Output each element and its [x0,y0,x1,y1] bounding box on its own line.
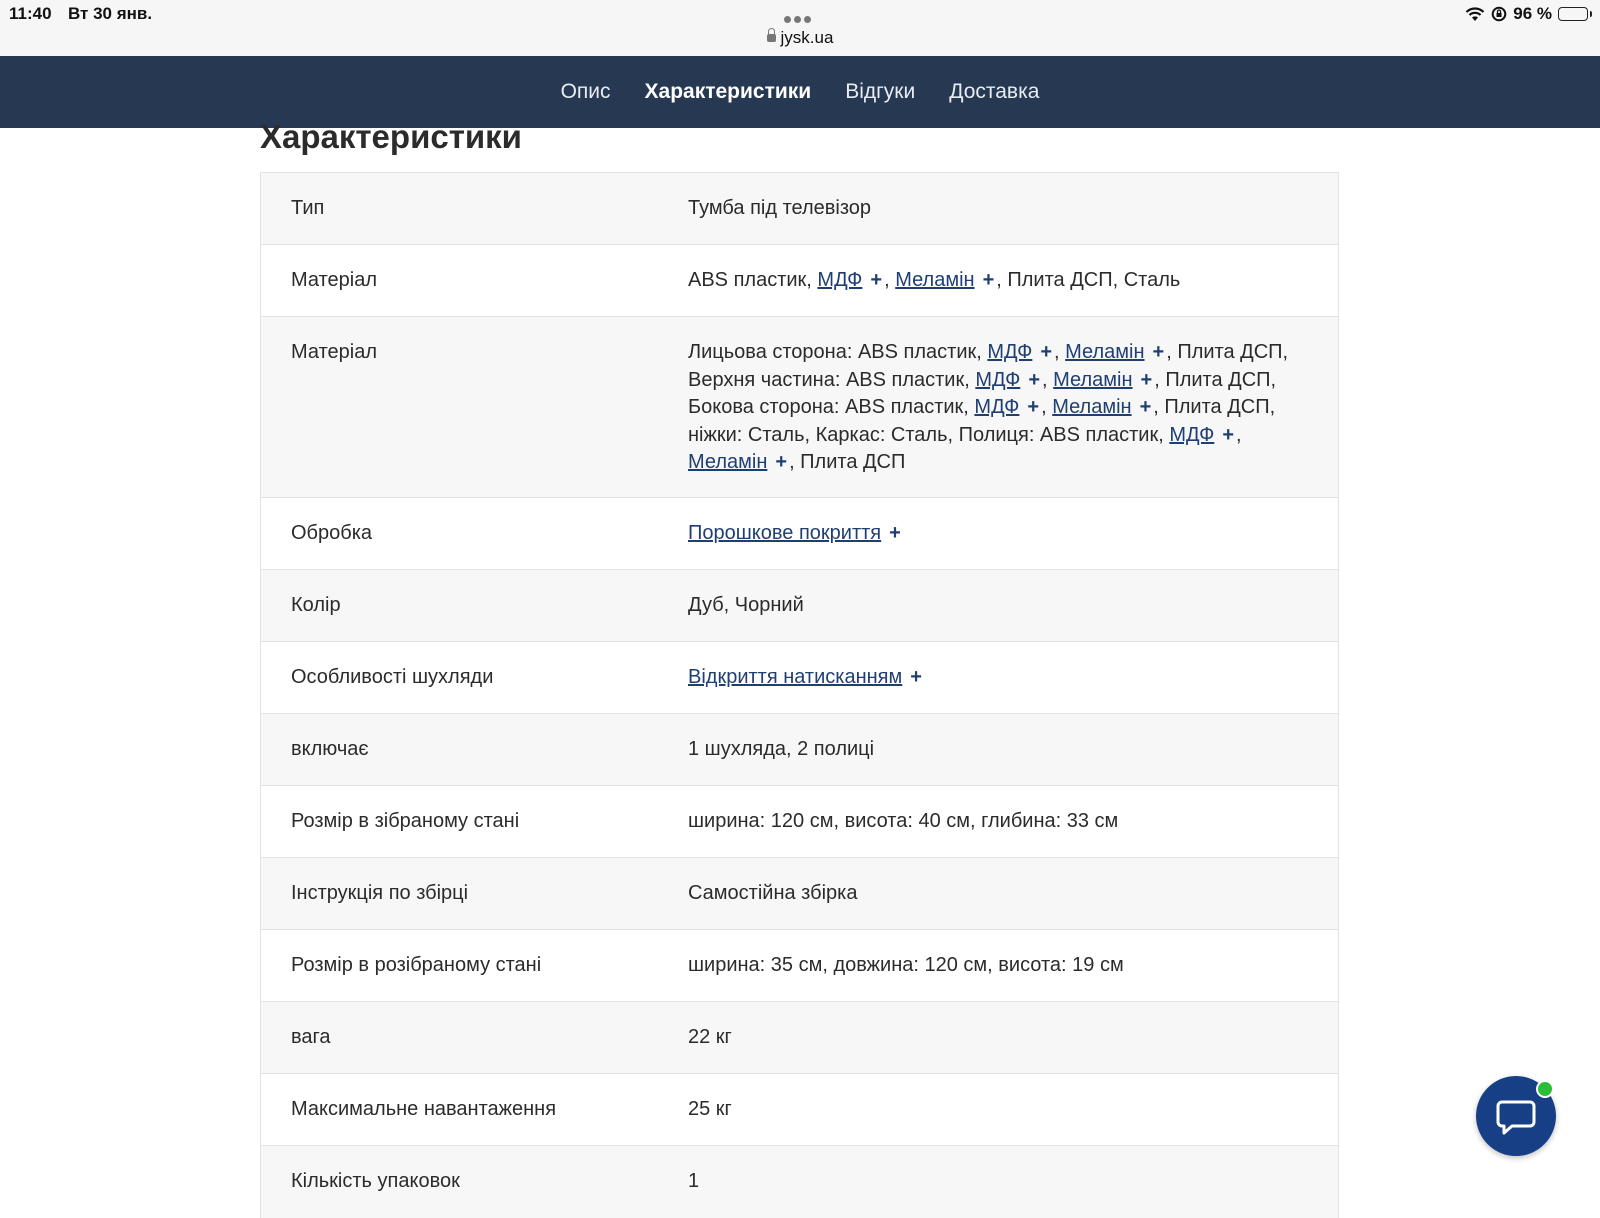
nav-tab-0[interactable]: Опис [560,80,611,103]
spec-link[interactable]: МДФ [975,368,1021,391]
spec-value [658,245,1339,317]
spec-key: Розмір в розібраному стані [291,954,542,976]
plus-icon[interactable]: + [1040,341,1053,363]
spec-row [261,930,1339,1002]
spec-value [658,317,1339,498]
nav-tab-2[interactable]: Відгуки [845,80,916,103]
spec-text: 22 кг [688,1026,732,1048]
chat-bubble-icon [1496,1098,1536,1136]
plus-icon[interactable]: + [775,451,788,473]
plus-icon[interactable]: + [1140,368,1153,391]
spec-text: Тумба під телевізор [688,197,872,219]
spec-text: , [1042,368,1054,391]
spec-text: ширина: 120 см, висота: 40 см, глибина: 33 см [688,810,1119,832]
spec-row [261,1074,1339,1146]
spec-text: , Плита ДСП, Сталь [996,269,1181,291]
spec-link[interactable]: Меламін [895,269,975,291]
rotation-lock-icon [1491,6,1507,22]
lock-icon [767,34,776,42]
spec-value [658,570,1339,642]
spec-value [658,930,1339,1002]
spec-link[interactable]: МДФ [817,269,863,291]
plus-icon[interactable]: + [1152,341,1165,363]
spec-link[interactable]: Меламін [688,451,768,473]
spec-row [261,245,1339,317]
plus-icon[interactable]: + [870,269,883,291]
spec-text: 1 [688,1170,700,1192]
spec-text: , [1041,396,1053,418]
spec-link[interactable]: Меламін [1053,368,1133,391]
address-url: jysk.ua [780,28,834,47]
spec-text: , Плита ДСП [789,451,906,473]
online-status-dot [1536,1080,1554,1098]
spec-key: Тип [291,197,325,219]
spec-value [658,786,1339,858]
spec-row [261,498,1339,570]
spec-key: Особливості шухляди [291,666,494,688]
status-indicators [1465,4,1588,24]
spec-row [261,317,1339,498]
spec-key: Інструкція по збірці [291,882,469,904]
spec-text: 25 кг [688,1098,732,1120]
spec-row [261,858,1339,930]
spec-link[interactable]: Відкриття натисканням [688,666,903,688]
spec-text: 1 шухляда, 2 полиці [688,738,875,760]
spec-value [658,1074,1339,1146]
section-nav-tabs [0,56,1600,128]
spec-text: , Плита ДСП, Бокова сторона: ABS пластик, [688,368,1277,418]
spec-text: , Плита ДСП, Верхня частина: ABS пластик, [688,341,1289,391]
spec-key: Кількість упаковок [291,1170,460,1192]
status-time: 11:40 [9,4,52,23]
spec-text: , Плита ДСП, ніжки: Сталь, Каркас: Сталь, Полиця: ABS пластик, [688,396,1276,446]
spec-key: Максимальне навантаження [291,1098,557,1120]
specs-table [260,172,1339,1218]
spec-link[interactable]: МДФ [974,396,1020,418]
section-nav [0,56,1600,128]
spec-link[interactable]: Меламін [1065,341,1145,363]
spec-row [261,570,1339,642]
spec-text: Самостійна збірка [688,882,858,904]
battery-percent: 96 % [1513,4,1552,23]
spec-row [261,173,1339,245]
spec-key: вага [291,1026,331,1048]
spec-value [658,498,1339,570]
status-date: Вт 30 янв. [68,4,153,23]
plus-icon[interactable]: + [982,269,995,291]
spec-link[interactable]: Порошкове покриття [688,522,882,544]
spec-key: Обробка [291,522,373,544]
spec-key: Розмір в зібраному стані [291,810,520,832]
wifi-icon [1465,7,1485,22]
plus-icon[interactable]: + [1139,396,1152,418]
spec-key: Матеріал [291,341,377,363]
spec-key: включає [291,738,369,760]
spec-row [261,642,1339,714]
spec-value [658,714,1339,786]
spec-text: , [884,269,896,291]
spec-text: , [1236,423,1242,446]
plus-icon[interactable]: + [1027,396,1040,418]
plus-icon[interactable]: + [889,522,901,544]
section-title: Характеристики [260,118,522,155]
spec-text: ABS пластик, [688,269,818,291]
spec-text: ширина: 35 см, довжина: 120 см, висота: 19 см [688,954,1124,976]
plus-icon[interactable]: + [910,666,922,688]
plus-icon[interactable]: + [1028,368,1041,391]
plus-icon[interactable]: + [1222,423,1234,446]
spec-value [658,173,1339,245]
spec-text: Дуб, Чорний [688,594,804,616]
spec-text: Лицьова сторона: ABS пластик, [688,341,988,363]
address-bar[interactable] [0,28,1600,48]
battery-icon [1558,7,1588,21]
spec-row [261,1146,1339,1218]
multitasking-dots-icon[interactable] [784,10,818,18]
spec-row [261,714,1339,786]
spec-link[interactable]: МДФ [987,341,1033,363]
spec-key: Матеріал [291,269,377,291]
status-bar [0,0,1600,56]
spec-value [658,858,1339,930]
spec-value [658,642,1339,714]
spec-value [658,1002,1339,1074]
spec-row [261,1002,1339,1074]
nav-tab-1[interactable]: Характеристики [644,80,812,103]
spec-value [658,1146,1339,1218]
spec-link[interactable]: Меламін [1052,396,1132,418]
nav-tab-3[interactable]: Доставка [949,80,1040,103]
spec-row [261,786,1339,858]
spec-link[interactable]: МДФ [1169,423,1215,446]
spec-text: , [1054,341,1066,363]
spec-key: Колір [291,594,341,616]
